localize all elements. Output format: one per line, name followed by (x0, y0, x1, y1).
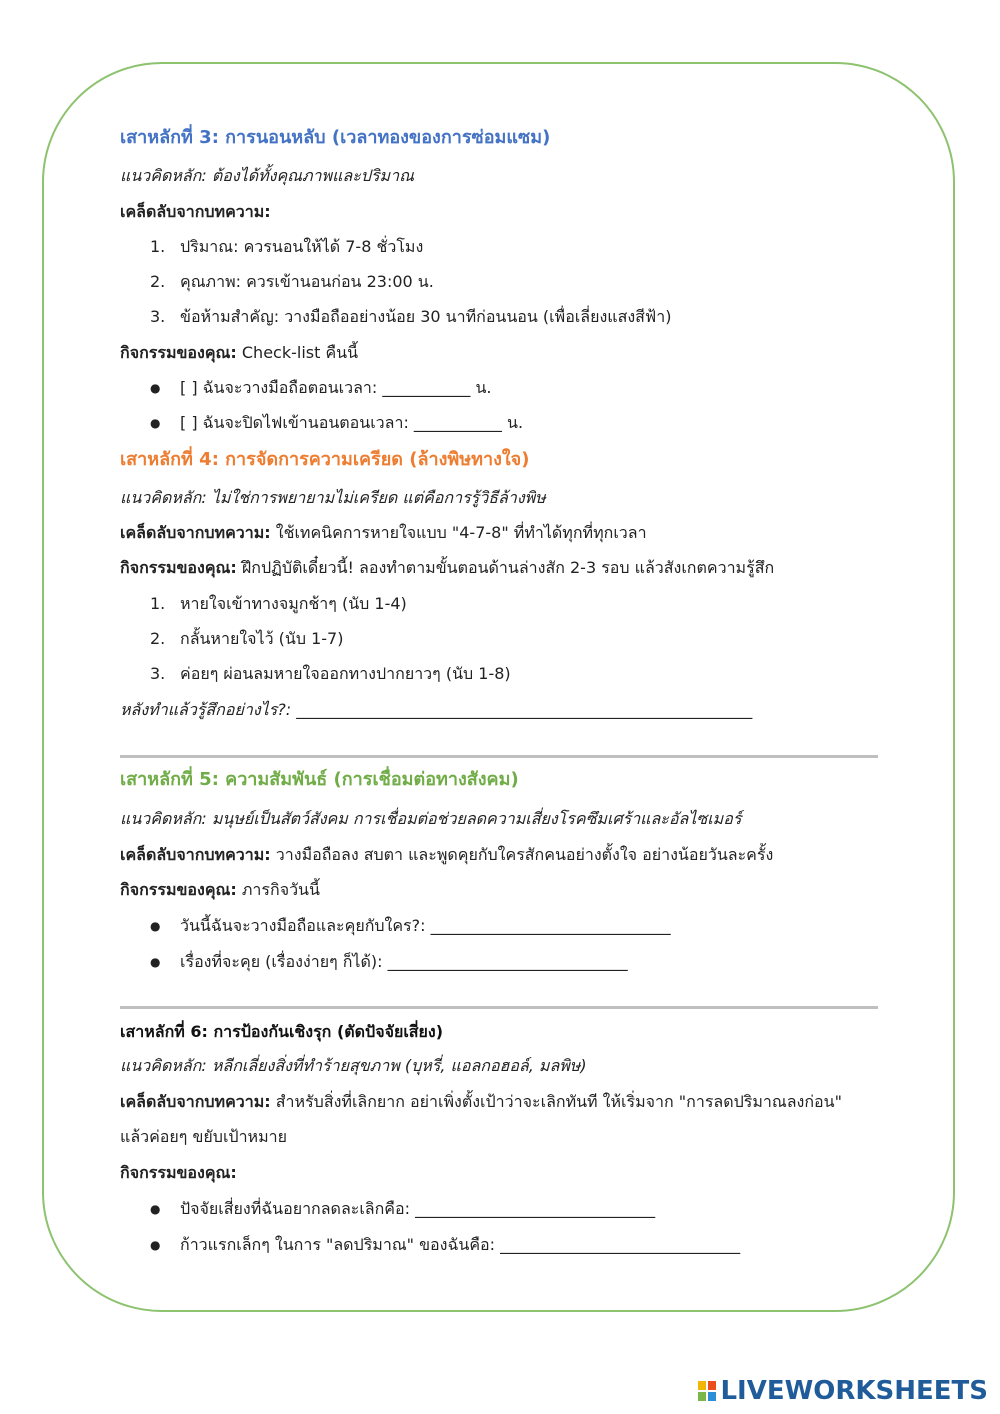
pillar4-concept: แนวคิดหลัก: ไม่ใช่การพยายามไม่เครียด แต่คือการรู้วิธีล้างพิษ (120, 488, 546, 507)
pillar6-activity-label: กิจกรรมของคุณ: (120, 1163, 237, 1182)
pillar3-tip: 1. ปริมาณ: ควรนอนให้ได้ 7-8 ชั่วโมง (150, 237, 424, 256)
pillar5-item[interactable]: ● เรื่องที่จะคุย (เรื่องง่ายๆ ก็ได้): ______________________________ (150, 952, 628, 971)
pillar6-concept: แนวคิดหลัก: หลีกเลี่ยงสิ่งที่ทำร้ายสุขภาพ (บุหรี่, แอลกอฮอล์, มลพิษ) (120, 1056, 587, 1075)
section-divider (120, 755, 878, 758)
bullet-icon: ● (150, 955, 161, 969)
pillar3-tips-label: เคล็ดลับจากบทความ: (120, 202, 271, 221)
pillar5-title: เสาหลักที่ 5: ความสัมพันธ์ (การเชื่อมต่อทางสังคม) (120, 769, 519, 790)
pillar5-item[interactable]: ● วันนี้ฉันจะวางมือถือและคุยกับใคร?: ______________________________ (150, 916, 671, 935)
pillar4-step: 1. หายใจเข้าทางจมูกช้าๆ (นับ 1-4) (150, 594, 407, 613)
liveworksheets-logo[interactable] (698, 1374, 988, 1408)
pillar6-item[interactable]: ● ก้าวแรกเล็กๆ ในการ "ลดปริมาณ" ของฉันคือ: ______________________________ (150, 1235, 741, 1254)
bullet-icon: ● (150, 381, 161, 395)
pillar3-check-item[interactable]: ● [ ] ฉันจะปิดไฟเข้านอนตอนเวลา: ___________ น. (150, 413, 524, 432)
pillar3-activity: กิจกรรมของคุณ: Check-list คืนนี้ (120, 343, 359, 362)
pillar3-tip: 2. คุณภาพ: ควรเข้านอนก่อน 23:00 น. (150, 272, 434, 291)
liveworksheets-logo-icon (698, 1381, 716, 1401)
pillar4-reflection[interactable]: หลังทำแล้วรู้สึกอย่างไร?: _________________________________________________________ (120, 700, 753, 719)
bullet-icon: ● (150, 416, 161, 430)
pillar5-concept: แนวคิดหลัก: มนุษย์เป็นสัตว์สังคม การเชื่อมต่อช่วยลดความเสี่ยงโรคซึมเศร้าและอัลไซเมอร์ (120, 809, 742, 828)
bullet-icon: ● (150, 919, 161, 933)
pillar4-activity: กิจกรรมของคุณ: ฝึกปฏิบัติเดี๋ยวนี้! ลองทำตามขั้นตอนด้านล่างสัก 2-3 รอบ แล้วสังเกตความรู้สึก (120, 558, 775, 577)
pillar6-tips-continued: แล้วค่อยๆ ขยับเป้าหมาย (120, 1127, 287, 1146)
pillar4-title: เสาหลักที่ 4: การจัดการความเครียด (ล้างพิษทางใจ) (120, 449, 530, 470)
pillar6-title: เสาหลักที่ 6: การป้องกันเชิงรุก (ตัดปัจจัยเสี่ยง) (120, 1022, 444, 1041)
pillar5-tips: เคล็ดลับจากบทความ: วางมือถือลง สบตา และพูดคุยกับใครสักคนอย่างตั้งใจ อย่างน้อยวันละครั้ง (120, 845, 774, 864)
pillar6-item[interactable]: ● ปัจจัยเสี่ยงที่ฉันอยากลดละเลิกคือ: ______________________________ (150, 1199, 656, 1218)
bullet-icon: ● (150, 1238, 161, 1252)
pillar3-concept: แนวคิดหลัก: ต้องได้ทั้งคุณภาพและปริมาณ (120, 166, 414, 185)
pillar5-activity: กิจกรรมของคุณ: ภารกิจวันนี้ (120, 880, 320, 899)
logo-text: LIVEWORKSHEETS (720, 1376, 988, 1406)
section-divider (120, 1006, 878, 1009)
pillar4-step: 3. ค่อยๆ ผ่อนลมหายใจออกทางปากยาวๆ (นับ 1-8) (150, 664, 511, 683)
pillar3-title: เสาหลักที่ 3: การนอนหลับ (เวลาทองของการซ่อมแซม) (120, 127, 551, 148)
pillar3-check-item[interactable]: ● [ ] ฉันจะวางมือถือตอนเวลา: ___________ น. (150, 378, 492, 397)
pillar4-tips: เคล็ดลับจากบทความ: ใช้เทคนิคการหายใจแบบ "4-7-8" ที่ทำได้ทุกที่ทุกเวลา (120, 523, 647, 542)
bullet-icon: ● (150, 1202, 161, 1216)
pillar6-tips: เคล็ดลับจากบทความ: สำหรับสิ่งที่เลิกยาก อย่าเพิ่งตั้งเป้าว่าจะเลิกทันที ให้เริ่มจาก "การลดปริมาณลงก่อน" (120, 1092, 842, 1111)
pillar3-tip: 3. ข้อห้ามสำคัญ: วางมือถืออย่างน้อย 30 นาทีก่อนนอน (เพื่อเลี่ยงแสงสีฟ้า) (150, 307, 672, 326)
pillar4-step: 2. กลั้นหายใจไว้ (นับ 1-7) (150, 629, 344, 648)
